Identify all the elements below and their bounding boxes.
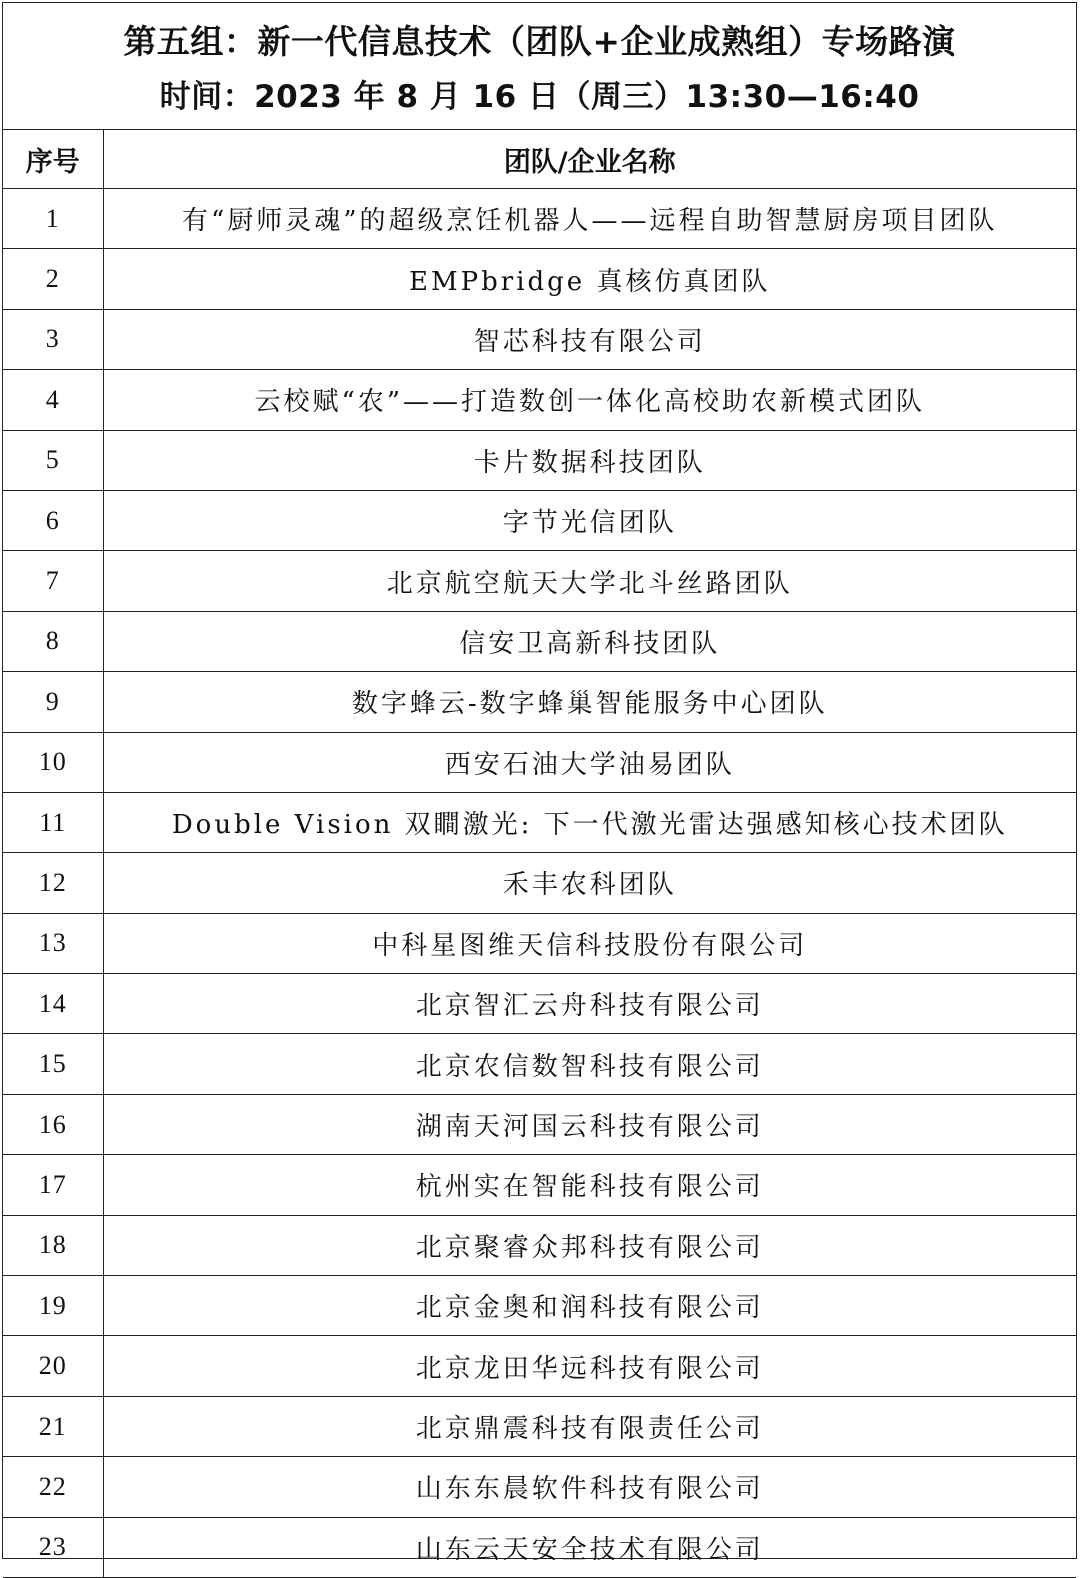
table-row (3, 853, 1076, 913)
team-name: 山东东晨软件科技有限公司 (103, 1457, 1076, 1517)
table-row (3, 1034, 1076, 1094)
team-name: 湖南天河国云科技有限公司 (103, 1094, 1076, 1154)
row-number: 4 (3, 370, 103, 430)
row-number: 18 (3, 1215, 103, 1275)
table-row (3, 1457, 1076, 1517)
team-name: 信安卫高新科技团队 (103, 611, 1076, 671)
row-number: 21 (3, 1396, 103, 1456)
team-name: 北京智汇云舟科技有限公司 (103, 974, 1076, 1034)
team-name: 有“厨师灵魂”的超级烹饪机器人——远程自助智慧厨房项目团队 (103, 189, 1076, 249)
table-row (3, 1276, 1076, 1336)
page-title: 第五组：新一代信息技术（团队+企业成熟组）专场路演 (123, 22, 956, 61)
row-number: 11 (3, 792, 103, 852)
table-row (3, 1396, 1076, 1456)
table-row (3, 370, 1076, 430)
row-number: 17 (3, 1155, 103, 1215)
table-row (3, 490, 1076, 550)
team-name: 卡片数据科技团队 (103, 430, 1076, 490)
table-row (3, 1215, 1076, 1275)
team-name: 北京鼎震科技有限责任公司 (103, 1396, 1076, 1456)
team-name: 云校赋“农”——打造数创一体化高校助农新模式团队 (103, 370, 1076, 430)
table-row (3, 732, 1076, 792)
table-row (3, 792, 1076, 852)
row-number: 23 (3, 1517, 103, 1577)
table-row (3, 249, 1076, 309)
title-block (3, 3, 1076, 130)
row-number: 22 (3, 1457, 103, 1517)
team-name: 山东云天安全技术有限公司 (103, 1517, 1076, 1577)
team-name: 字节光信团队 (103, 490, 1076, 550)
row-number: 2 (3, 249, 103, 309)
team-name: 中科星图维天信科技股份有限公司 (103, 913, 1076, 973)
row-number: 1 (3, 189, 103, 249)
table-header-row (3, 130, 1076, 189)
table-row (3, 611, 1076, 671)
row-number: 3 (3, 309, 103, 369)
team-name: 北京龙田华远科技有限公司 (103, 1336, 1076, 1396)
row-number: 16 (3, 1094, 103, 1154)
row-number: 10 (3, 732, 103, 792)
team-name: 杭州实在智能科技有限公司 (103, 1155, 1076, 1215)
row-number: 13 (3, 913, 103, 973)
team-name: 禾丰农科团队 (103, 853, 1076, 913)
session-time: 时间：2023 年 8 月 16 日（周三）13:30—16:40 (159, 79, 920, 115)
row-number: 5 (3, 430, 103, 490)
table-row (3, 430, 1076, 490)
row-number: 12 (3, 853, 103, 913)
roadshow-sheet (2, 2, 1077, 1565)
table-row (3, 189, 1076, 249)
table-row (3, 1155, 1076, 1215)
table-row (3, 1517, 1076, 1577)
team-name: 数字蜂云-数字蜂巢智能服务中心团队 (103, 672, 1076, 732)
team-name: 西安石油大学油易团队 (103, 732, 1076, 792)
row-number: 6 (3, 490, 103, 550)
team-name: 北京航空航天大学北斗丝路团队 (103, 551, 1076, 611)
row-number: 8 (3, 611, 103, 671)
team-table (3, 130, 1076, 1578)
row-number: 14 (3, 974, 103, 1034)
row-number: 19 (3, 1276, 103, 1336)
table-row (3, 309, 1076, 369)
team-name: 北京金奥和润科技有限公司 (103, 1276, 1076, 1336)
row-number: 20 (3, 1336, 103, 1396)
table-body (3, 189, 1076, 1578)
row-number: 15 (3, 1034, 103, 1094)
team-name: 北京聚睿众邦科技有限公司 (103, 1215, 1076, 1275)
table-row (3, 913, 1076, 973)
team-name: 北京农信数智科技有限公司 (103, 1034, 1076, 1094)
row-number: 9 (3, 672, 103, 732)
table-row (3, 551, 1076, 611)
team-name: 智芯科技有限公司 (103, 309, 1076, 369)
table-row (3, 672, 1076, 732)
table-row (3, 1094, 1076, 1154)
row-number: 7 (3, 551, 103, 611)
column-header-name: 团队/企业名称 (103, 130, 1076, 189)
table-row (3, 1336, 1076, 1396)
table-row (3, 974, 1076, 1034)
team-name: EMPbridge 真核仿真团队 (103, 249, 1076, 309)
column-header-number: 序号 (3, 130, 103, 189)
team-name: Double Vision 双瞷激光: 下一代激光雷达强感知核心技术团队 (103, 792, 1076, 852)
